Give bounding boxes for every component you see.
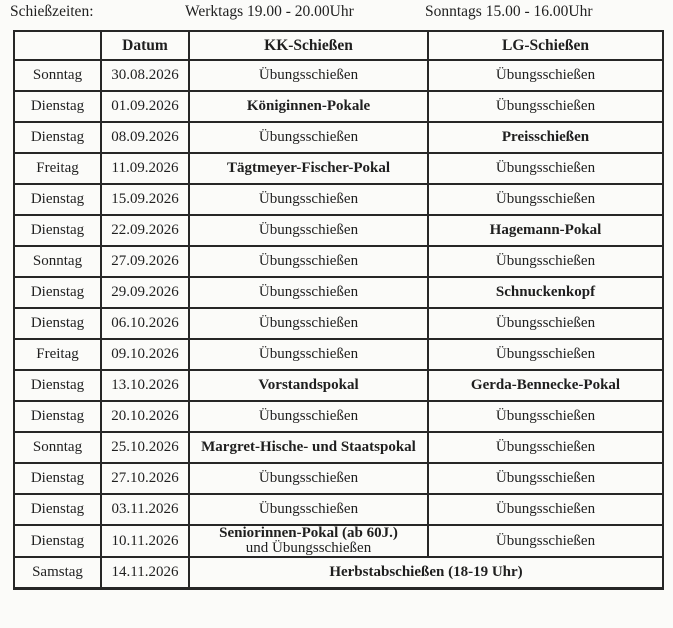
merged-event-cell: Herbstabschießen (18-19 Uhr) bbox=[189, 557, 663, 588]
date-cell: 09.10.2026 bbox=[101, 339, 189, 370]
table-row bbox=[14, 60, 663, 91]
date-cell: 03.11.2026 bbox=[101, 494, 189, 525]
kk-cell: Königinnen-Pokale bbox=[189, 91, 428, 122]
lg-cell: Übungsschießen bbox=[428, 339, 663, 370]
table-row bbox=[14, 432, 663, 463]
date-cell: 29.09.2026 bbox=[101, 277, 189, 308]
date-cell: 20.10.2026 bbox=[101, 401, 189, 432]
lg-cell: Übungsschießen bbox=[428, 246, 663, 277]
day-cell: Dienstag bbox=[14, 91, 101, 122]
lg-cell: Übungsschießen bbox=[428, 60, 663, 91]
table-row bbox=[14, 246, 663, 277]
date-cell: 08.09.2026 bbox=[101, 122, 189, 153]
kk-cell: Übungsschießen bbox=[189, 339, 428, 370]
lg-cell: Übungsschießen bbox=[428, 153, 663, 184]
date-cell: 22.09.2026 bbox=[101, 215, 189, 246]
kk-cell bbox=[189, 525, 428, 557]
table-row bbox=[14, 557, 663, 588]
table-row bbox=[14, 215, 663, 246]
kk-event-subline: und Übungsschießen bbox=[245, 540, 372, 556]
date-cell: 13.10.2026 bbox=[101, 370, 189, 401]
lg-cell: Übungsschießen bbox=[428, 308, 663, 339]
lg-column-header: LG-Schießen bbox=[428, 31, 663, 60]
date-cell: 25.10.2026 bbox=[101, 432, 189, 463]
table-row bbox=[14, 370, 663, 401]
kk-cell: Vorstandspokal bbox=[189, 370, 428, 401]
kk-cell: Übungsschießen bbox=[189, 122, 428, 153]
table-row bbox=[14, 401, 663, 432]
date-cell: 30.08.2026 bbox=[101, 60, 189, 91]
lg-cell: Übungsschießen bbox=[428, 525, 663, 557]
date-cell: 15.09.2026 bbox=[101, 184, 189, 215]
date-cell: 11.09.2026 bbox=[101, 153, 189, 184]
day-cell: Dienstag bbox=[14, 401, 101, 432]
table-row bbox=[14, 184, 663, 215]
date-column-header: Datum bbox=[101, 31, 189, 60]
day-cell: Dienstag bbox=[14, 184, 101, 215]
table-row bbox=[14, 339, 663, 370]
lg-cell: Übungsschießen bbox=[428, 184, 663, 215]
lg-cell: Übungsschießen bbox=[428, 432, 663, 463]
date-cell: 01.09.2026 bbox=[101, 91, 189, 122]
kk-cell: Übungsschießen bbox=[189, 184, 428, 215]
kk-cell: Übungsschießen bbox=[189, 215, 428, 246]
kk-cell: Übungsschießen bbox=[189, 277, 428, 308]
weekday-times: Werktags 19.00 - 20.00Uhr bbox=[185, 3, 354, 20]
schedule-table-body bbox=[14, 60, 663, 588]
kk-event: Seniorinnen-Pokal (ab 60J.) bbox=[219, 525, 398, 541]
date-cell: 14.11.2026 bbox=[101, 557, 189, 588]
day-cell: Dienstag bbox=[14, 308, 101, 339]
kk-cell: Übungsschießen bbox=[189, 308, 428, 339]
table-row bbox=[14, 525, 663, 557]
date-cell: 06.10.2026 bbox=[101, 308, 189, 339]
sunday-times: Sonntags 15.00 - 16.00Uhr bbox=[425, 3, 593, 20]
kk-cell: Übungsschießen bbox=[189, 494, 428, 525]
kk-cell: Übungsschießen bbox=[189, 246, 428, 277]
lg-cell: Gerda-Bennecke-Pokal bbox=[428, 370, 663, 401]
day-cell: Sonntag bbox=[14, 246, 101, 277]
day-cell: Dienstag bbox=[14, 215, 101, 246]
table-row bbox=[14, 122, 663, 153]
kk-cell: Tägtmeyer-Fischer-Pokal bbox=[189, 153, 428, 184]
table-row bbox=[14, 277, 663, 308]
kk-cell: Übungsschießen bbox=[189, 60, 428, 91]
day-cell: Dienstag bbox=[14, 463, 101, 494]
day-cell: Dienstag bbox=[14, 122, 101, 153]
day-cell: Dienstag bbox=[14, 277, 101, 308]
table-row bbox=[14, 91, 663, 122]
day-cell: Samstag bbox=[14, 557, 101, 588]
table-header-row bbox=[14, 31, 663, 60]
schedule-table bbox=[13, 30, 664, 590]
day-cell: Sonntag bbox=[14, 60, 101, 91]
day-cell: Sonntag bbox=[14, 432, 101, 463]
lg-cell: Übungsschießen bbox=[428, 91, 663, 122]
kk-cell: Übungsschießen bbox=[189, 401, 428, 432]
table-row bbox=[14, 308, 663, 339]
lg-cell: Hagemann-Pokal bbox=[428, 215, 663, 246]
schedule-times-label: Schießzeiten: bbox=[10, 3, 94, 20]
lg-cell: Schnuckenkopf bbox=[428, 277, 663, 308]
day-column-header bbox=[14, 31, 101, 60]
lg-cell: Übungsschießen bbox=[428, 494, 663, 525]
day-cell: Dienstag bbox=[14, 494, 101, 525]
day-cell: Freitag bbox=[14, 339, 101, 370]
kk-column-header: KK-Schießen bbox=[189, 31, 428, 60]
date-cell: 10.11.2026 bbox=[101, 525, 189, 557]
date-cell: 27.09.2026 bbox=[101, 246, 189, 277]
date-cell: 27.10.2026 bbox=[101, 463, 189, 494]
lg-cell: Übungsschießen bbox=[428, 401, 663, 432]
day-cell: Dienstag bbox=[14, 370, 101, 401]
schedule-times-header bbox=[0, 3, 673, 27]
day-cell: Dienstag bbox=[14, 525, 101, 557]
day-cell: Freitag bbox=[14, 153, 101, 184]
kk-cell: Übungsschießen bbox=[189, 463, 428, 494]
lg-cell: Preisschießen bbox=[428, 122, 663, 153]
table-row bbox=[14, 494, 663, 525]
lg-cell: Übungsschießen bbox=[428, 463, 663, 494]
kk-cell: Margret-Hische- und Staatspokal bbox=[189, 432, 428, 463]
table-row bbox=[14, 463, 663, 494]
table-row bbox=[14, 153, 663, 184]
